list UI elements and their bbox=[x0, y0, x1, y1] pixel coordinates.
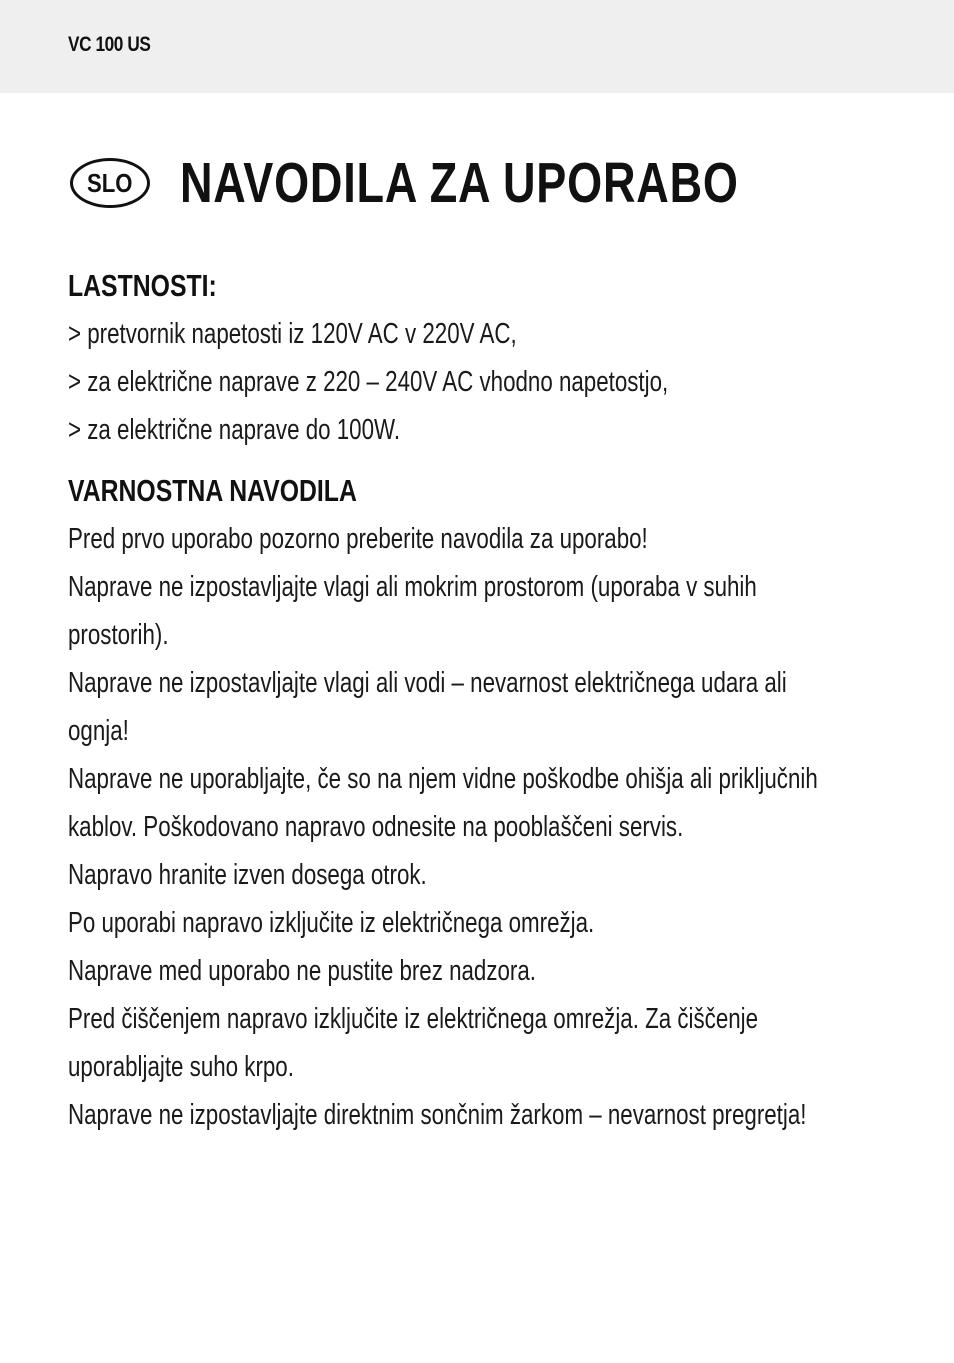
safety-line: Napravo hranite izven dosega otrok. bbox=[68, 859, 427, 891]
header-band bbox=[0, 0, 954, 93]
page-title: NAVODILA ZA UPORABO bbox=[180, 151, 739, 215]
safety-line: Naprave ne uporabljajte, če so na njem vidne poškodbe ohišja ali priključnih bbox=[68, 763, 818, 795]
model-number: VC 100 US bbox=[68, 33, 151, 56]
safety-heading: VARNOSTNA NAVODILA bbox=[68, 473, 357, 508]
safety-line: kablov. Poškodovano napravo odnesite na pooblaščeni servis. bbox=[68, 811, 684, 843]
safety-line: ognja! bbox=[68, 715, 129, 747]
feature-item: > za električne naprave z 220 – 240V AC vhodno napetostjo, bbox=[68, 366, 669, 398]
safety-line: Naprave ne izpostavljajte vlagi ali mokrim prostorom (uporaba v suhih bbox=[68, 571, 757, 603]
language-badge bbox=[70, 158, 150, 208]
feature-item: > pretvornik napetosti iz 120V AC v 220V AC, bbox=[68, 318, 517, 350]
safety-line: uporabljajte suho krpo. bbox=[68, 1051, 294, 1083]
feature-item: > za električne naprave do 100W. bbox=[68, 414, 401, 446]
safety-line: Naprave ne izpostavljajte direktnim sončnim žarkom – nevarnost pregretja! bbox=[68, 1099, 807, 1131]
safety-line: Po uporabi napravo izključite iz električnega omrežja. bbox=[68, 907, 595, 939]
safety-line: prostorih). bbox=[68, 619, 169, 651]
language-code: SLO bbox=[87, 167, 133, 198]
section-spacer bbox=[68, 454, 928, 467]
safety-line: Naprave med uporabo ne pustite brez nadzora. bbox=[68, 955, 536, 987]
features-heading: LASTNOSTI: bbox=[68, 268, 217, 303]
safety-line: Naprave ne izpostavljajte vlagi ali vodi – nevarnost električnega udara ali bbox=[68, 667, 787, 699]
safety-line: Pred čiščenjem napravo izključite iz električnega omrežja. Za čiščenje bbox=[68, 1003, 759, 1035]
safety-line: Pred prvo uporabo pozorno preberite navodila za uporabo! bbox=[68, 523, 648, 555]
document-body bbox=[68, 262, 928, 1139]
